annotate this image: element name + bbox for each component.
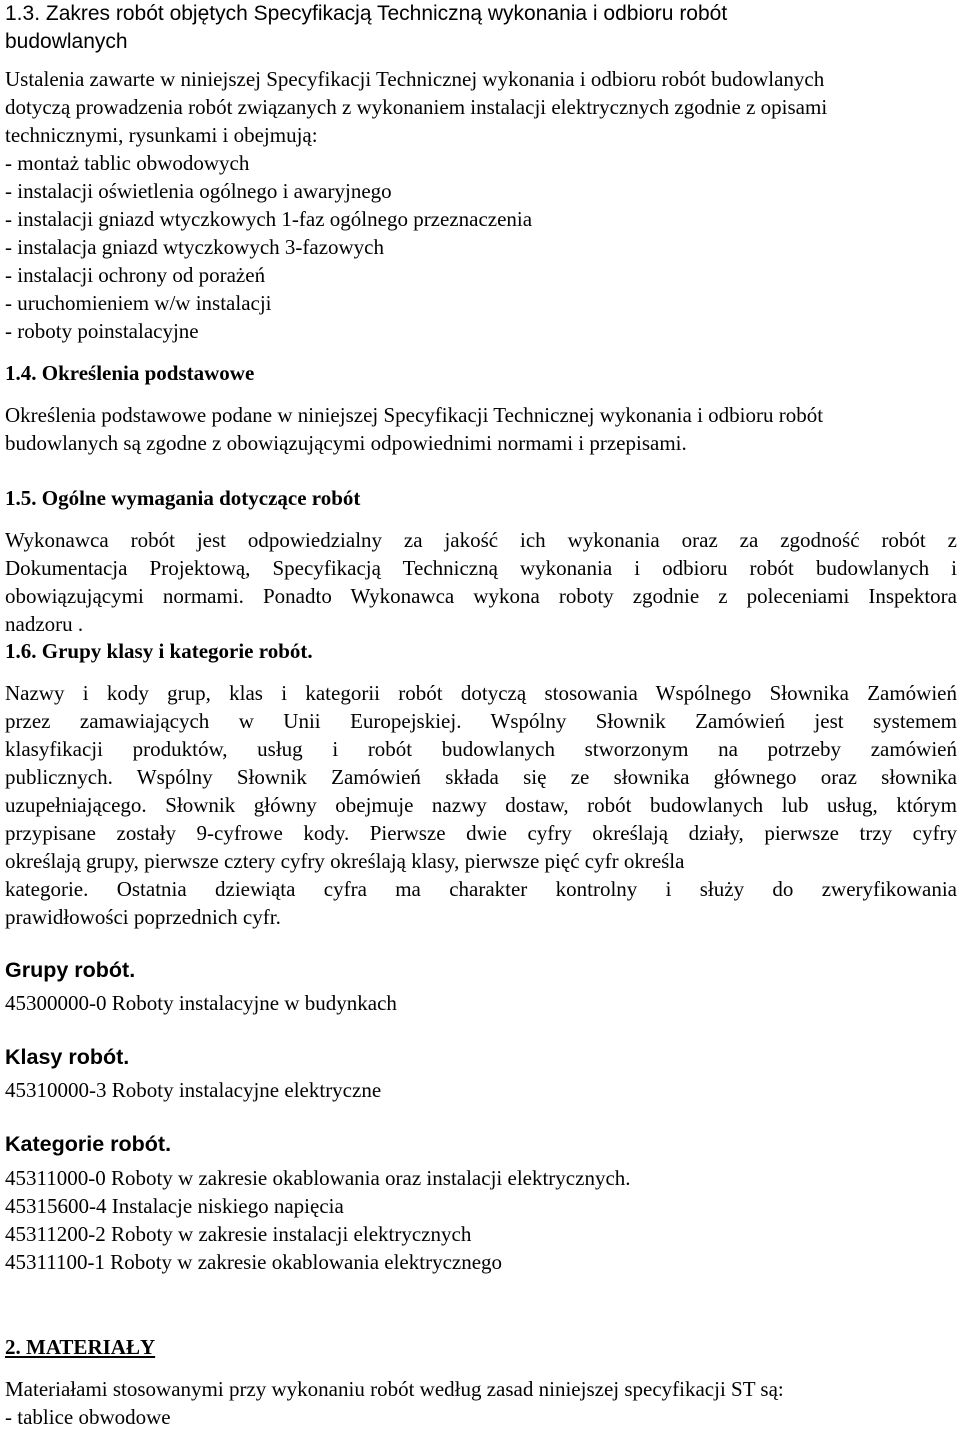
section-2-heading-text: 2. MATERIAŁY — [5, 1335, 156, 1359]
list-item: - roboty poinstalacyjne — [5, 319, 199, 343]
section-1-6-paragraph-line-3: klasyfikacji produktów, usług i robót budowlanych stworzonym na potrzeby zamówień — [5, 737, 957, 761]
section-1-6-paragraph-line-7: określają grupy, pierwsze cztery cyfry określają klasy, pierwsze pięć cyfr określa — [5, 849, 685, 873]
section-1-4-paragraph-line-2: budowlanych są zgodne z obowiązującymi odpowiednimi normami i przepisami. — [5, 431, 687, 455]
section-1-6-paragraph — [5, 679, 957, 931]
section-1-3-intro-line-2: dotyczą prowadzenia robót związanych z wykonaniem instalacji elektrycznych zgodnie z opisami — [5, 95, 828, 119]
list-item: 45311000-0 Roboty w zakresie okablowania oraz instalacji elektrycznych. — [5, 1166, 631, 1190]
section-1-6-paragraph-line-6: przypisane zostały 9-cyfrowe kody. Pierwsze dwie cyfry określają działy, pierwsze trzy cyfry — [5, 821, 957, 845]
section-1-4-paragraph — [5, 401, 957, 457]
list-item: - instalacji gniazd wtyczkowych 1-faz ogólnego przeznaczenia — [5, 207, 533, 231]
list-item: - uruchomieniem w/w instalacji — [5, 291, 272, 315]
section-1-5-heading: 1.5. Ogólne wymagania dotyczące robót — [5, 486, 361, 510]
list-item: 45311200-2 Roboty w zakresie instalacji elektrycznych — [5, 1222, 472, 1246]
section-1-6-paragraph-line-5: uzupełniającego. Słownik główny obejmuje nazwy dostaw, robót budowlanych lub usług, którym — [5, 793, 957, 817]
section-1-6-paragraph-line-2: przez zamawiających w Unii Europejskiej. Wspólny Słownik Zamówień jest systemem — [5, 709, 957, 733]
list-item: 45315600-4 Instalacje niskiego napięcia — [5, 1194, 344, 1218]
groups-list — [5, 989, 957, 1017]
section-1-3-intro — [5, 65, 957, 149]
list-item: - instalacji ochrony od porażeń — [5, 263, 266, 287]
section-1-3-intro-line-3: technicznymi, rysunkami i obejmują: — [5, 123, 318, 147]
section-1-5-paragraph-line-2: Dokumentacja Projektową, Specyfikacją Techniczną wykonania i odbioru robót budowlanych i — [5, 556, 957, 580]
section-1-6-paragraph-line-9: prawidłowości poprzednich cyfr. — [5, 905, 281, 929]
section-1-3-heading-line-2: budowlanych — [5, 30, 128, 53]
section-2-paragraph: Materiałami stosowanymi przy wykonaniu robót według zasad niniejszej specyfikacji ST są: — [5, 1377, 784, 1401]
section-1-5-paragraph-line-4: nadzoru . — [5, 612, 84, 636]
list-item: 45300000-0 Roboty instalacyjne w budynkach — [5, 991, 397, 1015]
section-1-3-heading-line-1: 1.3. Zakres robót objętych Specyfikacją Techniczną wykonania i odbioru robót — [5, 2, 728, 25]
list-item: - instalacja gniazd wtyczkowych 3-fazowych — [5, 235, 385, 259]
list-item: 45310000-3 Roboty instalacyjne elektryczne — [5, 1078, 382, 1102]
categories-heading: Kategorie robót. — [5, 1132, 172, 1156]
section-1-5-paragraph — [5, 526, 957, 638]
section-1-4-paragraph-line-1: Określenia podstawowe podane w niniejszej Specyfikacji Technicznej wykonania i odbioru robót — [5, 403, 824, 427]
classes-heading: Klasy robót. — [5, 1045, 130, 1069]
section-2-heading — [5, 1333, 957, 1361]
list-item: - montaż tablic obwodowych — [5, 151, 250, 175]
scope-list — [5, 149, 957, 345]
section-1-6-paragraph-line-4: publicznych. Wspólny Słownik Zamówień składa się ze słownika głównego oraz słownika — [5, 765, 957, 789]
groups-heading: Grupy robót. — [5, 958, 136, 982]
section-1-3-heading — [5, 0, 957, 56]
section-1-3-intro-line-1: Ustalenia zawarte w niniejszej Specyfikacji Technicznej wykonania i odbioru robót budowlanych — [5, 67, 825, 91]
list-item: - instalacji oświetlenia ogólnego i awaryjnego — [5, 179, 392, 203]
section-1-5-paragraph-line-3: obowiązującymi normami. Ponadto Wykonawca wykona roboty zgodnie z poleceniami Inspektora — [5, 584, 957, 608]
list-item: 45311100-1 Roboty w zakresie okablowania elektrycznego — [5, 1250, 503, 1274]
list-item: - tablice obwodowe — [5, 1405, 171, 1429]
section-1-4-heading: 1.4. Określenia podstawowe — [5, 361, 255, 385]
materials-list — [5, 1403, 957, 1431]
classes-list — [5, 1076, 957, 1104]
section-1-6-heading: 1.6. Grupy klasy i kategorie robót. — [5, 639, 313, 663]
section-1-6-paragraph-line-1: Nazwy i kody grup, klas i kategorii robót dotyczą stosowania Wspólnego Słownika Zamówień — [5, 681, 957, 705]
categories-list — [5, 1164, 957, 1276]
section-1-6-paragraph-line-8: kategorie. Ostatnia dziewiąta cyfra ma charakter kontrolny i służy do zweryfikowania — [5, 877, 957, 901]
section-1-5-paragraph-line-1: Wykonawca robót jest odpowiedzialny za jakość ich wykonania oraz za zgodność robót z — [5, 528, 957, 552]
